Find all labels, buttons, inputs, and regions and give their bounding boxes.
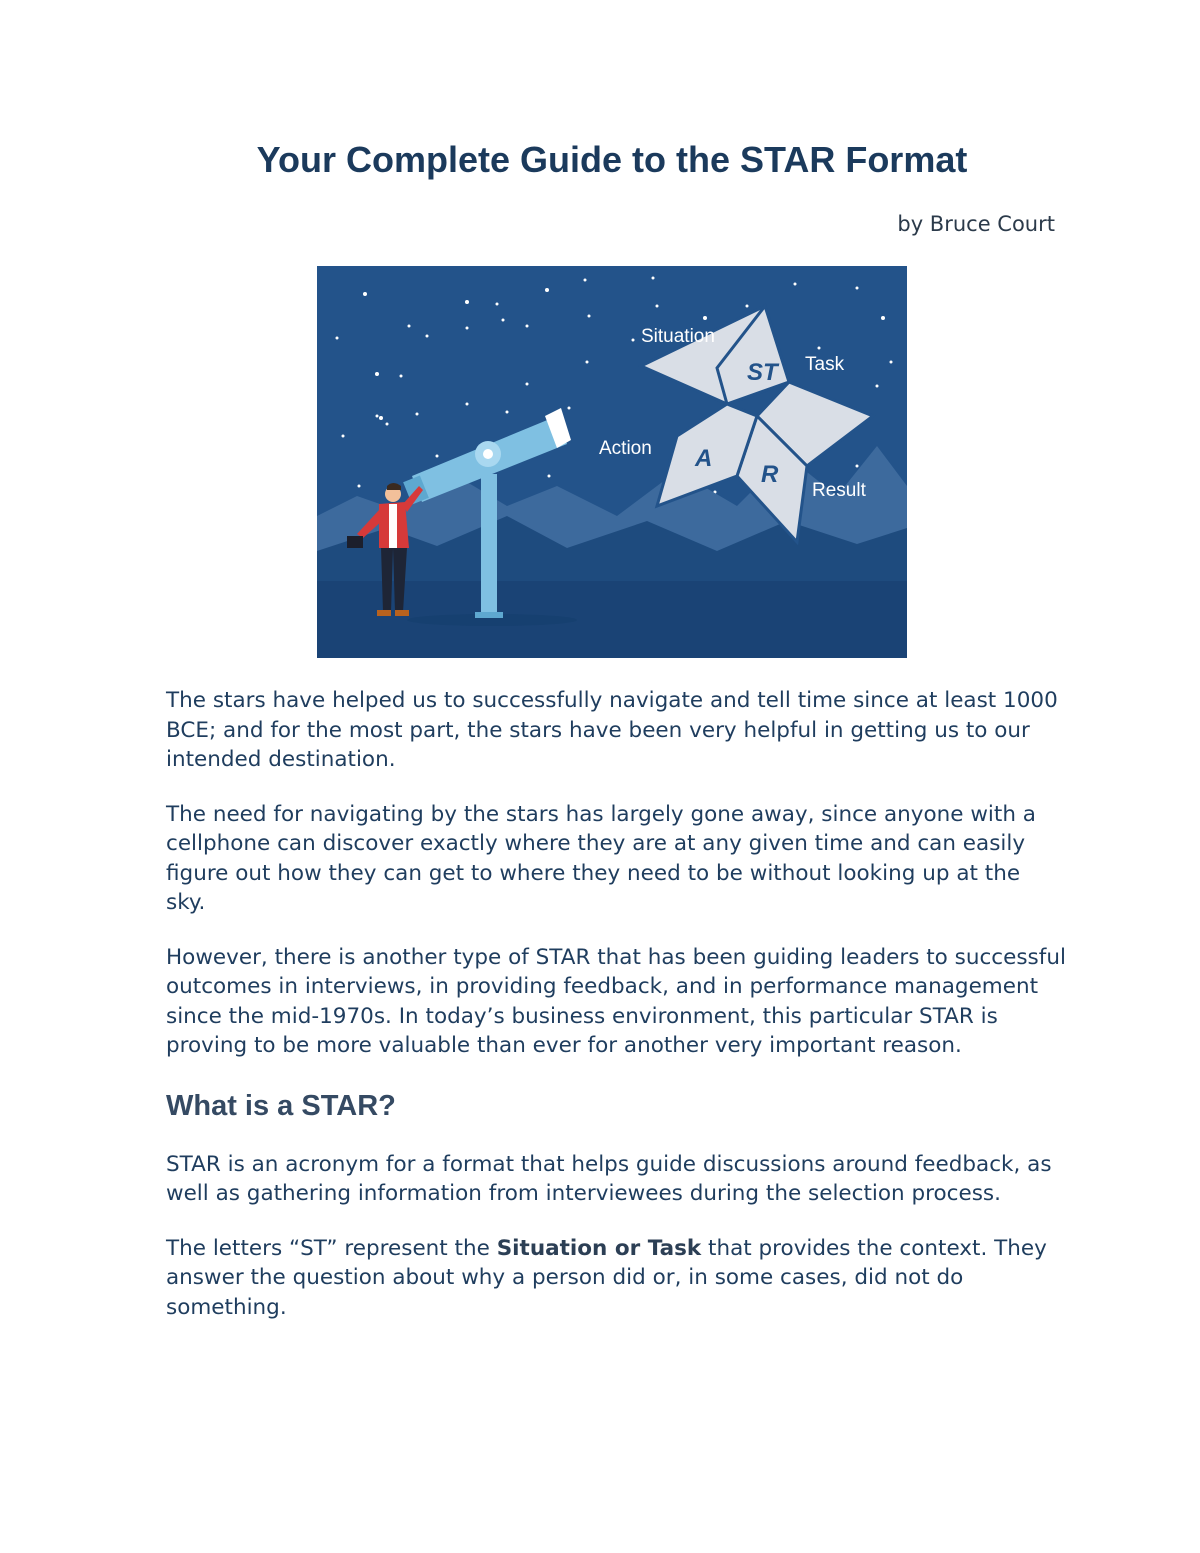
star-label-r: R [761, 461, 779, 488]
label-result: Result [812, 480, 866, 501]
star-label-a: A [695, 445, 713, 472]
ground [317, 581, 907, 658]
label-situation: Situation [641, 326, 715, 347]
label-task: Task [805, 354, 845, 375]
text-run: The letters “ST” represent the [166, 1235, 497, 1261]
paragraph: The stars have helped us to successfully navigate and tell time since at least 1000 BCE; and for the most part, the stars have been very helpful in getting us to our intended destination. [166, 688, 1058, 772]
paragraph: STAR is an acronym for a format that helps guide discussions around feedback, as well as gathering information from interviewees during the selection process. [166, 1151, 1052, 1206]
paragraph: However, there is another type of STAR that has been guiding leaders to successful outcomes in interviews, in providing feedback, and in performance management since the mid-1970s. In today’s business environment, this particular STAR is proving to be more valuable than ever for another very important reason. [166, 944, 1066, 1058]
page-title: Your Complete Guide to the STAR Format [256, 139, 968, 180]
paragraph: The need for navigating by the stars has largely gone away, since anyone with a cellphone can discover exactly where they are at any given time and can easily figure out how they can get to where they need to be without looking up at the sky. [166, 801, 1036, 915]
hero-illustration [317, 266, 907, 658]
bold-term: Situation or Task [496, 1235, 702, 1261]
article-body [166, 686, 1066, 1347]
star-label-st: ST [747, 359, 778, 386]
section-heading: What is a STAR? [166, 1089, 396, 1122]
text-run: that provides the context. They answer the question about why a person did or, in some cases, did not do something. [166, 1235, 1047, 1320]
paragraph [166, 1234, 1066, 1323]
author-byline: by Bruce Court [897, 212, 1055, 236]
star-telescope-illustration [317, 266, 907, 658]
label-action: Action [599, 438, 652, 459]
